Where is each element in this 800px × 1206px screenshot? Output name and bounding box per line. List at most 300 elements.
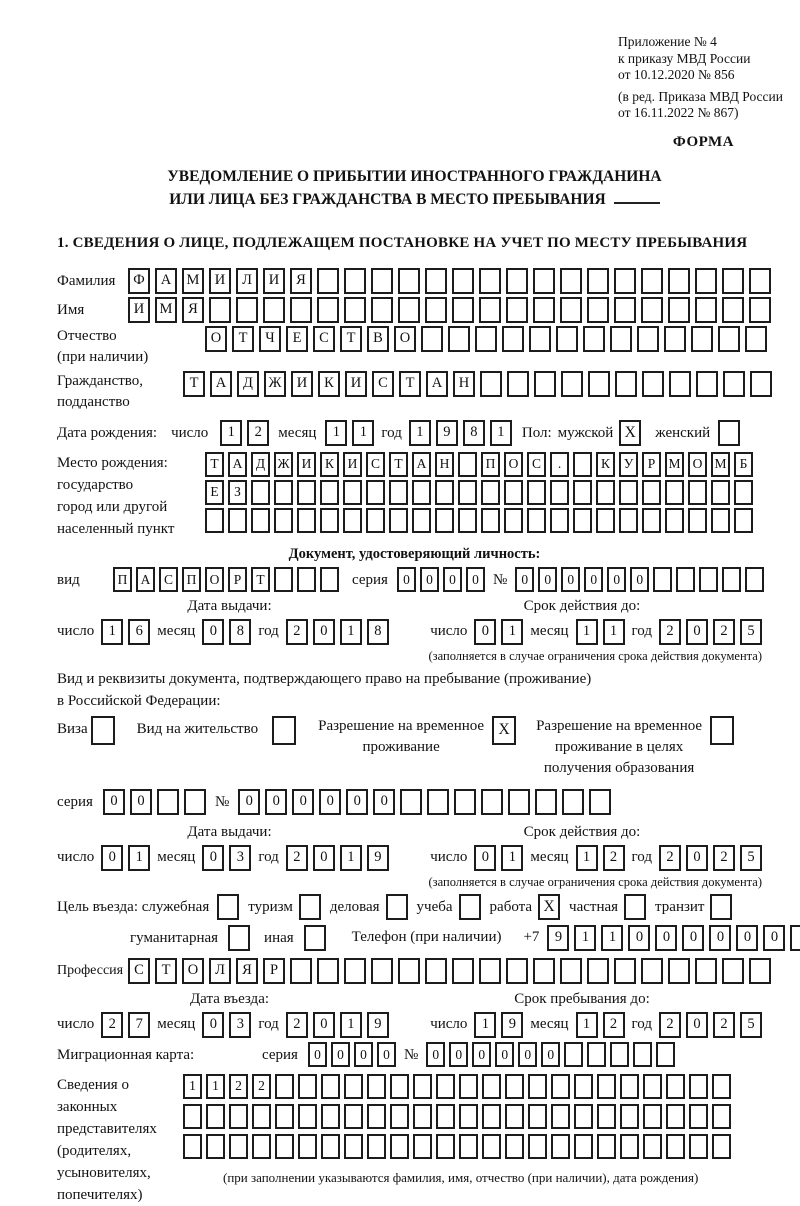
char-cell[interactable]: Т: [251, 567, 270, 592]
char-cell[interactable]: [290, 958, 312, 984]
char-cell[interactable]: [734, 508, 753, 533]
char-cell[interactable]: [610, 326, 632, 352]
char-cell[interactable]: О: [205, 567, 224, 592]
char-cell[interactable]: [587, 297, 609, 323]
char-cell[interactable]: 1: [352, 420, 374, 446]
char-cell[interactable]: 1: [576, 845, 598, 871]
char-cell[interactable]: [206, 1134, 225, 1159]
char-cell[interactable]: 0: [538, 567, 557, 592]
purpose-other-checkbox[interactable]: [304, 925, 326, 951]
char-cell[interactable]: [206, 1104, 225, 1129]
char-cell[interactable]: 1: [409, 420, 431, 446]
char-cell[interactable]: Ж: [264, 371, 286, 397]
char-cell[interactable]: [573, 452, 592, 477]
char-cell[interactable]: [666, 1074, 685, 1099]
char-cell[interactable]: М: [155, 297, 177, 323]
char-cell[interactable]: [641, 297, 663, 323]
char-cell[interactable]: 6: [128, 619, 150, 645]
char-cell[interactable]: 2: [713, 619, 735, 645]
char-cell[interactable]: 0: [313, 1012, 335, 1038]
char-cell[interactable]: [482, 1074, 501, 1099]
char-cell[interactable]: [588, 371, 610, 397]
char-cell[interactable]: [507, 371, 529, 397]
char-cell[interactable]: [251, 480, 270, 505]
char-cell[interactable]: [505, 1134, 524, 1159]
char-cell[interactable]: 1: [501, 845, 523, 871]
char-cell[interactable]: [529, 326, 551, 352]
char-cell[interactable]: М: [711, 452, 730, 477]
char-cell[interactable]: [712, 1104, 731, 1129]
char-cell[interactable]: 3: [229, 1012, 251, 1038]
char-cell[interactable]: [184, 789, 206, 815]
char-cell[interactable]: [665, 480, 684, 505]
char-cell[interactable]: [551, 1104, 570, 1129]
char-cell[interactable]: 0: [397, 567, 416, 592]
char-cell[interactable]: [481, 508, 500, 533]
char-cell[interactable]: [689, 1104, 708, 1129]
char-cell[interactable]: [506, 297, 528, 323]
char-cell[interactable]: [252, 1104, 271, 1129]
char-cell[interactable]: [668, 297, 690, 323]
char-cell[interactable]: 0: [628, 925, 650, 951]
char-cell[interactable]: 8: [229, 619, 251, 645]
char-cell[interactable]: С: [527, 452, 546, 477]
char-cell[interactable]: 0: [518, 1042, 537, 1067]
char-cell[interactable]: [458, 452, 477, 477]
char-cell[interactable]: [668, 958, 690, 984]
char-cell[interactable]: 0: [686, 845, 708, 871]
char-cell[interactable]: [290, 297, 312, 323]
char-cell[interactable]: [656, 1042, 675, 1067]
char-cell[interactable]: 0: [202, 845, 224, 871]
char-cell[interactable]: [745, 567, 764, 592]
char-cell[interactable]: [344, 1074, 363, 1099]
char-cell[interactable]: [263, 297, 285, 323]
char-cell[interactable]: [596, 480, 615, 505]
char-cell[interactable]: [320, 567, 339, 592]
char-cell[interactable]: [236, 297, 258, 323]
char-cell[interactable]: [643, 1074, 662, 1099]
char-cell[interactable]: [723, 371, 745, 397]
char-cell[interactable]: [533, 268, 555, 294]
char-cell[interactable]: [614, 268, 636, 294]
char-cell[interactable]: [343, 480, 362, 505]
char-cell[interactable]: 0: [130, 789, 152, 815]
char-cell[interactable]: [528, 1134, 547, 1159]
char-cell[interactable]: [620, 1104, 639, 1129]
char-cell[interactable]: [665, 508, 684, 533]
char-cell[interactable]: О: [182, 958, 204, 984]
char-cell[interactable]: [749, 297, 771, 323]
char-cell[interactable]: [320, 480, 339, 505]
char-cell[interactable]: [718, 326, 740, 352]
char-cell[interactable]: [398, 268, 420, 294]
char-cell[interactable]: [367, 1074, 386, 1099]
char-cell[interactable]: [436, 1074, 455, 1099]
char-cell[interactable]: 9: [367, 1012, 389, 1038]
char-cell[interactable]: 2: [659, 1012, 681, 1038]
char-cell[interactable]: С: [372, 371, 394, 397]
char-cell[interactable]: [389, 480, 408, 505]
char-cell[interactable]: 0: [331, 1042, 350, 1067]
char-cell[interactable]: [561, 371, 583, 397]
char-cell[interactable]: 1: [576, 619, 598, 645]
char-cell[interactable]: 1: [576, 1012, 598, 1038]
char-cell[interactable]: [574, 1134, 593, 1159]
char-cell[interactable]: [642, 508, 661, 533]
char-cell[interactable]: С: [313, 326, 335, 352]
purpose-official-checkbox[interactable]: [217, 894, 239, 920]
char-cell[interactable]: [344, 1134, 363, 1159]
char-cell[interactable]: [412, 480, 431, 505]
char-cell[interactable]: [750, 371, 772, 397]
char-cell[interactable]: [589, 789, 611, 815]
char-cell[interactable]: [427, 789, 449, 815]
char-cell[interactable]: [275, 1134, 294, 1159]
char-cell[interactable]: [643, 1134, 662, 1159]
char-cell[interactable]: С: [128, 958, 150, 984]
char-cell[interactable]: 1: [340, 1012, 362, 1038]
char-cell[interactable]: [475, 326, 497, 352]
char-cell[interactable]: 0: [101, 845, 123, 871]
char-cell[interactable]: [695, 958, 717, 984]
char-cell[interactable]: [436, 1104, 455, 1129]
char-cell[interactable]: [481, 789, 503, 815]
char-cell[interactable]: И: [291, 371, 313, 397]
char-cell[interactable]: [436, 1134, 455, 1159]
char-cell[interactable]: [413, 1134, 432, 1159]
char-cell[interactable]: [454, 789, 476, 815]
char-cell[interactable]: 0: [426, 1042, 445, 1067]
char-cell[interactable]: 2: [101, 1012, 123, 1038]
char-cell[interactable]: [344, 297, 366, 323]
char-cell[interactable]: [366, 480, 385, 505]
char-cell[interactable]: [695, 297, 717, 323]
char-cell[interactable]: Р: [263, 958, 285, 984]
char-cell[interactable]: 0: [607, 567, 626, 592]
char-cell[interactable]: 9: [367, 845, 389, 871]
char-cell[interactable]: Ч: [259, 326, 281, 352]
char-cell[interactable]: [481, 480, 500, 505]
char-cell[interactable]: 8: [463, 420, 485, 446]
char-cell[interactable]: [458, 480, 477, 505]
char-cell[interactable]: [653, 567, 672, 592]
char-cell[interactable]: [560, 958, 582, 984]
char-cell[interactable]: Л: [236, 268, 258, 294]
char-cell[interactable]: [573, 480, 592, 505]
char-cell[interactable]: [458, 508, 477, 533]
char-cell[interactable]: [551, 1134, 570, 1159]
char-cell[interactable]: [297, 508, 316, 533]
char-cell[interactable]: 0: [763, 925, 785, 951]
char-cell[interactable]: А: [228, 452, 247, 477]
char-cell[interactable]: [564, 1042, 583, 1067]
char-cell[interactable]: Т: [205, 452, 224, 477]
char-cell[interactable]: [620, 1074, 639, 1099]
char-cell[interactable]: 2: [286, 845, 308, 871]
char-cell[interactable]: 0: [474, 845, 496, 871]
char-cell[interactable]: А: [136, 567, 155, 592]
char-cell[interactable]: [459, 1104, 478, 1129]
char-cell[interactable]: [574, 1104, 593, 1129]
char-cell[interactable]: [722, 297, 744, 323]
char-cell[interactable]: 0: [584, 567, 603, 592]
char-cell[interactable]: 2: [713, 1012, 735, 1038]
char-cell[interactable]: [482, 1134, 501, 1159]
char-cell[interactable]: А: [155, 268, 177, 294]
char-cell[interactable]: [366, 508, 385, 533]
char-cell[interactable]: [343, 508, 362, 533]
char-cell[interactable]: [459, 1074, 478, 1099]
char-cell[interactable]: [435, 480, 454, 505]
char-cell[interactable]: [275, 1104, 294, 1129]
char-cell[interactable]: 1: [128, 845, 150, 871]
char-cell[interactable]: [597, 1074, 616, 1099]
char-cell[interactable]: И: [128, 297, 150, 323]
purpose-transit-checkbox[interactable]: [710, 894, 732, 920]
purpose-humanitarian-checkbox[interactable]: [228, 925, 250, 951]
char-cell[interactable]: [413, 1074, 432, 1099]
char-cell[interactable]: [506, 268, 528, 294]
char-cell[interactable]: 3: [229, 845, 251, 871]
char-cell[interactable]: 0: [313, 619, 335, 645]
char-cell[interactable]: [699, 567, 718, 592]
purpose-work-checkbox[interactable]: X: [538, 894, 560, 920]
char-cell[interactable]: [321, 1074, 340, 1099]
char-cell[interactable]: [528, 1074, 547, 1099]
char-cell[interactable]: [643, 1104, 662, 1129]
char-cell[interactable]: 0: [292, 789, 314, 815]
char-cell[interactable]: П: [182, 567, 201, 592]
char-cell[interactable]: [620, 1134, 639, 1159]
char-cell[interactable]: 2: [659, 619, 681, 645]
char-cell[interactable]: [790, 925, 800, 951]
char-cell[interactable]: [275, 1074, 294, 1099]
char-cell[interactable]: [412, 508, 431, 533]
char-cell[interactable]: [527, 508, 546, 533]
char-cell[interactable]: Р: [642, 452, 661, 477]
purpose-study-checkbox[interactable]: [459, 894, 481, 920]
char-cell[interactable]: [560, 297, 582, 323]
char-cell[interactable]: 0: [308, 1042, 327, 1067]
char-cell[interactable]: [452, 268, 474, 294]
char-cell[interactable]: 0: [265, 789, 287, 815]
char-cell[interactable]: [633, 1042, 652, 1067]
char-cell[interactable]: 1: [220, 420, 242, 446]
char-cell[interactable]: О: [394, 326, 416, 352]
char-cell[interactable]: [734, 480, 753, 505]
char-cell[interactable]: [183, 1104, 202, 1129]
char-cell[interactable]: 2: [286, 1012, 308, 1038]
char-cell[interactable]: К: [320, 452, 339, 477]
char-cell[interactable]: [619, 480, 638, 505]
char-cell[interactable]: [452, 297, 474, 323]
char-cell[interactable]: [619, 508, 638, 533]
char-cell[interactable]: И: [297, 452, 316, 477]
char-cell[interactable]: 7: [128, 1012, 150, 1038]
char-cell[interactable]: [367, 1134, 386, 1159]
char-cell[interactable]: [637, 326, 659, 352]
char-cell[interactable]: [482, 1104, 501, 1129]
char-cell[interactable]: [344, 1104, 363, 1129]
char-cell[interactable]: [534, 371, 556, 397]
char-cell[interactable]: [587, 268, 609, 294]
char-cell[interactable]: [711, 480, 730, 505]
char-cell[interactable]: [551, 1074, 570, 1099]
char-cell[interactable]: Я: [236, 958, 258, 984]
char-cell[interactable]: [479, 268, 501, 294]
char-cell[interactable]: А: [210, 371, 232, 397]
char-cell[interactable]: [550, 480, 569, 505]
char-cell[interactable]: 1: [101, 619, 123, 645]
char-cell[interactable]: [479, 958, 501, 984]
char-cell[interactable]: [614, 958, 636, 984]
char-cell[interactable]: 0: [443, 567, 462, 592]
char-cell[interactable]: 1: [325, 420, 347, 446]
char-cell[interactable]: Ж: [274, 452, 293, 477]
char-cell[interactable]: [587, 1042, 606, 1067]
char-cell[interactable]: 1: [340, 845, 362, 871]
char-cell[interactable]: [597, 1134, 616, 1159]
char-cell[interactable]: [229, 1104, 248, 1129]
female-checkbox[interactable]: [718, 420, 740, 446]
char-cell[interactable]: [400, 789, 422, 815]
char-cell[interactable]: [344, 958, 366, 984]
char-cell[interactable]: [666, 1134, 685, 1159]
char-cell[interactable]: [528, 1104, 547, 1129]
char-cell[interactable]: [413, 1104, 432, 1129]
char-cell[interactable]: 0: [682, 925, 704, 951]
char-cell[interactable]: [535, 789, 557, 815]
char-cell[interactable]: Н: [453, 371, 475, 397]
char-cell[interactable]: [321, 1104, 340, 1129]
char-cell[interactable]: [371, 268, 393, 294]
char-cell[interactable]: [688, 508, 707, 533]
char-cell[interactable]: М: [665, 452, 684, 477]
char-cell[interactable]: [448, 326, 470, 352]
char-cell[interactable]: 0: [474, 619, 496, 645]
char-cell[interactable]: 1: [474, 1012, 496, 1038]
char-cell[interactable]: Д: [251, 452, 270, 477]
char-cell[interactable]: [183, 1134, 202, 1159]
char-cell[interactable]: [696, 371, 718, 397]
char-cell[interactable]: [504, 508, 523, 533]
char-cell[interactable]: [533, 297, 555, 323]
char-cell[interactable]: [297, 480, 316, 505]
char-cell[interactable]: И: [343, 452, 362, 477]
char-cell[interactable]: [556, 326, 578, 352]
char-cell[interactable]: [641, 268, 663, 294]
char-cell[interactable]: [205, 508, 224, 533]
char-cell[interactable]: 9: [501, 1012, 523, 1038]
char-cell[interactable]: [371, 958, 393, 984]
char-cell[interactable]: М: [182, 268, 204, 294]
char-cell[interactable]: [688, 480, 707, 505]
char-cell[interactable]: [317, 268, 339, 294]
char-cell[interactable]: [712, 1074, 731, 1099]
char-cell[interactable]: 0: [103, 789, 125, 815]
char-cell[interactable]: К: [596, 452, 615, 477]
char-cell[interactable]: Е: [286, 326, 308, 352]
char-cell[interactable]: [722, 958, 744, 984]
char-cell[interactable]: [615, 371, 637, 397]
char-cell[interactable]: [228, 508, 247, 533]
char-cell[interactable]: 0: [449, 1042, 468, 1067]
char-cell[interactable]: И: [345, 371, 367, 397]
char-cell[interactable]: Я: [290, 268, 312, 294]
char-cell[interactable]: [533, 958, 555, 984]
char-cell[interactable]: [641, 958, 663, 984]
char-cell[interactable]: 0: [420, 567, 439, 592]
male-checkbox[interactable]: X: [619, 420, 641, 446]
char-cell[interactable]: Т: [183, 371, 205, 397]
char-cell[interactable]: [669, 371, 691, 397]
char-cell[interactable]: [435, 508, 454, 533]
char-cell[interactable]: А: [412, 452, 431, 477]
char-cell[interactable]: 0: [655, 925, 677, 951]
char-cell[interactable]: 0: [238, 789, 260, 815]
char-cell[interactable]: 5: [740, 619, 762, 645]
char-cell[interactable]: 0: [736, 925, 758, 951]
char-cell[interactable]: [274, 480, 293, 505]
char-cell[interactable]: [749, 958, 771, 984]
char-cell[interactable]: [209, 297, 231, 323]
char-cell[interactable]: К: [318, 371, 340, 397]
edu-permit-checkbox[interactable]: [710, 716, 734, 745]
char-cell[interactable]: [610, 1042, 629, 1067]
char-cell[interactable]: [252, 1134, 271, 1159]
char-cell[interactable]: 0: [686, 619, 708, 645]
char-cell[interactable]: [371, 297, 393, 323]
char-cell[interactable]: [398, 297, 420, 323]
char-cell[interactable]: Л: [209, 958, 231, 984]
char-cell[interactable]: [344, 268, 366, 294]
char-cell[interactable]: 2: [713, 845, 735, 871]
char-cell[interactable]: [157, 789, 179, 815]
char-cell[interactable]: И: [209, 268, 231, 294]
char-cell[interactable]: И: [263, 268, 285, 294]
char-cell[interactable]: [691, 326, 713, 352]
char-cell[interactable]: 2: [659, 845, 681, 871]
char-cell[interactable]: 0: [630, 567, 649, 592]
char-cell[interactable]: .: [550, 452, 569, 477]
char-cell[interactable]: З: [228, 480, 247, 505]
char-cell[interactable]: Н: [435, 452, 454, 477]
char-cell[interactable]: [480, 371, 502, 397]
char-cell[interactable]: Т: [340, 326, 362, 352]
char-cell[interactable]: [550, 508, 569, 533]
char-cell[interactable]: В: [367, 326, 389, 352]
char-cell[interactable]: 9: [547, 925, 569, 951]
char-cell[interactable]: О: [688, 452, 707, 477]
char-cell[interactable]: 0: [541, 1042, 560, 1067]
char-cell[interactable]: 0: [202, 619, 224, 645]
char-cell[interactable]: 0: [313, 845, 335, 871]
char-cell[interactable]: [749, 268, 771, 294]
visa-checkbox[interactable]: [91, 716, 115, 745]
char-cell[interactable]: [597, 1104, 616, 1129]
char-cell[interactable]: [712, 1134, 731, 1159]
char-cell[interactable]: [506, 958, 528, 984]
char-cell[interactable]: 1: [183, 1074, 202, 1099]
char-cell[interactable]: [390, 1134, 409, 1159]
purpose-private-checkbox[interactable]: [624, 894, 646, 920]
char-cell[interactable]: Д: [237, 371, 259, 397]
char-cell[interactable]: [666, 1104, 685, 1129]
char-cell[interactable]: [502, 326, 524, 352]
char-cell[interactable]: 2: [252, 1074, 271, 1099]
char-cell[interactable]: [274, 567, 293, 592]
